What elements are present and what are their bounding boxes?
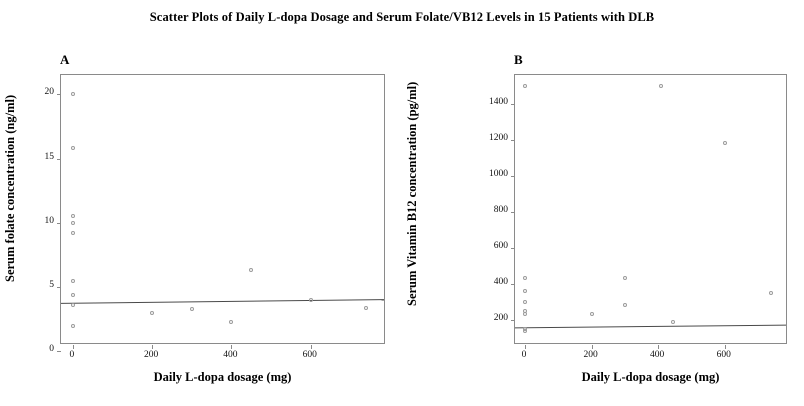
y-tick-label: 10 — [44, 215, 54, 226]
panel-a-letter: A — [60, 52, 70, 67]
y-tick-mark — [57, 287, 61, 288]
panel-a-y-axis-label: Serum folate concentration (ng/ml) — [3, 94, 17, 282]
y-tick-label: 600 — [493, 240, 508, 251]
y-tick-mark — [57, 159, 61, 160]
x-tick-mark — [592, 345, 593, 349]
x-tick-label: 0 — [521, 350, 527, 360]
y-tick-mark — [511, 248, 515, 249]
scatter-point — [623, 276, 627, 280]
scatter-point — [364, 306, 368, 310]
scatter-point — [71, 146, 75, 150]
scatter-point — [71, 303, 75, 307]
x-tick-label: 0 — [69, 350, 75, 360]
scatter-point — [623, 303, 627, 307]
scatter-point — [71, 279, 75, 283]
figure-title: Scatter Plots of Daily L-dopa Dosage and Serum Folate/VB12 Levels in 15 Patients with DLB — [149, 10, 655, 24]
scatter-point — [190, 307, 194, 311]
scatter-point — [71, 293, 75, 297]
x-tick-mark — [658, 345, 659, 349]
x-tick-label: 400 — [223, 350, 238, 360]
x-tick-mark — [152, 345, 153, 349]
scatter-point — [71, 221, 75, 225]
regression-line — [61, 299, 384, 304]
scatter-point — [71, 214, 75, 218]
y-tick-mark — [57, 223, 61, 224]
scatter-point — [249, 268, 253, 272]
y-tick-label: 200 — [493, 312, 508, 323]
panel-b — [402, 48, 804, 398]
scatter-point — [309, 298, 313, 302]
y-tick-label: 1000 — [489, 168, 508, 179]
y-tick-label: 1400 — [489, 96, 508, 107]
y-tick-label: 400 — [493, 276, 508, 287]
scatter-point — [659, 84, 663, 88]
x-tick-label: 200 — [583, 350, 598, 360]
scatter-point — [71, 324, 75, 328]
panel-b-x-axis-label: Daily L-dopa dosage (mg) — [581, 370, 720, 384]
x-tick-label: 400 — [650, 350, 665, 360]
panel-b-plot-area — [514, 74, 787, 344]
scatter-point — [229, 320, 233, 324]
y-tick-label: 1200 — [489, 132, 508, 143]
scatter-point — [769, 291, 773, 295]
scatter-point — [523, 276, 527, 280]
scatter-point — [723, 141, 727, 145]
x-tick-mark — [73, 345, 74, 349]
x-tick-label: 600 — [302, 350, 317, 360]
panel-a-x-axis-label: Daily L-dopa dosage (mg) — [153, 370, 292, 384]
y-tick-mark — [57, 94, 61, 95]
scatter-point — [523, 312, 527, 316]
panel-b-letter: B — [514, 52, 523, 67]
y-tick-mark — [511, 284, 515, 285]
y-tick-label: 800 — [493, 204, 508, 215]
panel-a-plot-area — [60, 74, 385, 344]
scatter-point — [71, 231, 75, 235]
y-tick-label: 20 — [44, 87, 54, 98]
panel-a — [0, 48, 402, 398]
scatter-point — [150, 311, 154, 315]
y-tick-mark — [511, 140, 515, 141]
panel-b-y-axis-label: Serum Vitamin B12 concentration (pg/ml) — [405, 81, 419, 307]
scatter-point — [671, 320, 675, 324]
x-tick-label: 200 — [144, 350, 159, 360]
y-tick-label: 15 — [44, 151, 54, 162]
scatter-point — [523, 300, 527, 304]
y-tick-mark — [511, 212, 515, 213]
y-tick-mark — [511, 176, 515, 177]
y-tick-label: 0 — [49, 344, 54, 355]
x-tick-label: 600 — [716, 350, 731, 360]
y-tick-mark — [511, 104, 515, 105]
x-tick-mark — [231, 345, 232, 349]
scatter-point — [523, 289, 527, 293]
x-tick-mark — [311, 345, 312, 349]
y-tick-mark — [511, 320, 515, 321]
scatter-point — [590, 312, 594, 316]
x-tick-mark — [725, 345, 726, 349]
regression-line — [515, 324, 786, 328]
scatter-point — [523, 84, 527, 88]
y-tick-label: 5 — [49, 280, 54, 291]
scatter-point — [71, 92, 75, 96]
scatter-point — [523, 329, 527, 333]
x-tick-mark — [525, 345, 526, 349]
